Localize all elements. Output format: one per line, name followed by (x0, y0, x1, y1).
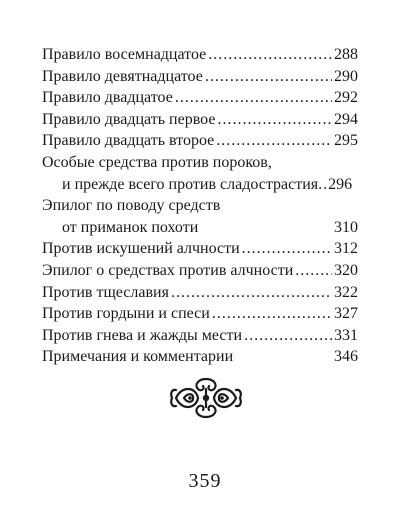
toc-entry-14 (42, 346, 358, 368)
toc-entry-5 (42, 152, 358, 174)
toc-entry-page: 346 (334, 348, 358, 366)
leader-dots (208, 44, 332, 66)
toc-entry-9 (42, 238, 358, 260)
toc-entry-page: 288 (334, 46, 358, 63)
leader-dots (212, 303, 332, 325)
toc-entry-title: Примечания и комментарии (42, 348, 234, 366)
toc-entry-title: Против тщеславия (42, 283, 169, 301)
toc-entry-1 (42, 66, 358, 88)
toc-entry-page: 296 (328, 175, 353, 193)
toc-entry-title: Против искушений алчности (42, 240, 240, 258)
toc-entry-page: 294 (334, 110, 358, 128)
toc-entry-2 (42, 87, 358, 109)
toc-entry-page: 312 (334, 240, 358, 258)
toc-entry-page: 320 (334, 261, 358, 279)
toc-entry-page: 322 (334, 283, 358, 301)
leader-dots (244, 325, 332, 347)
toc-entry-0 (42, 44, 358, 66)
toc-entry-3 (42, 109, 358, 131)
toc-entry-10 (42, 260, 358, 282)
leader-dots (242, 238, 332, 260)
leader-dots (217, 109, 332, 131)
toc-entry-page: 327 (334, 305, 358, 323)
toc-entry-7 (42, 195, 358, 217)
leader-dots (205, 66, 332, 88)
toc-entry-title: от приманок похоти (62, 218, 199, 236)
toc-entry-11 (42, 282, 358, 304)
toc-entry-title: Правило восемнадцатое (42, 46, 207, 63)
toc-entry-title: Эпилог по поводу средств (42, 197, 221, 215)
toc-entry-page: 290 (334, 67, 358, 85)
toc-entry-title: Правило двадцать первое (42, 110, 216, 128)
toc-entry-12 (42, 303, 358, 325)
toc-entry-8 (42, 217, 358, 239)
table-of-contents (42, 44, 358, 368)
leader-dots (171, 282, 332, 304)
leader-dots (175, 87, 332, 109)
toc-entry-page: 310 (334, 218, 358, 236)
toc-entry-13 (42, 325, 358, 347)
toc-entry-title: и прежде всего против сладострастия. (62, 175, 323, 193)
leader-space (323, 174, 327, 196)
toc-entry-4 (42, 130, 358, 152)
toc-entry-6 (42, 174, 358, 196)
toc-entry-title: Против гнева и жажды мести (42, 326, 243, 344)
toc-entry-title: Против гордыни и спеси (42, 305, 210, 323)
floral-ornament-icon (168, 373, 244, 423)
toc-entry-title: Особые средства против пороков, (42, 153, 272, 171)
toc-entry-title: Эпилог о средствах против алчности (42, 261, 294, 279)
toc-entry-page: 331 (334, 326, 358, 344)
toc-entry-title: Правило двадцать второе (42, 132, 215, 150)
toc-entry-title: Правило девятнадцатое (42, 67, 203, 85)
page-number: 359 (188, 470, 222, 492)
toc-entry-title: Правило двадцатое (42, 89, 173, 107)
leader-dots (295, 260, 332, 282)
leader-dots (216, 130, 332, 152)
toc-entry-page: 292 (334, 89, 358, 107)
toc-entry-page: 295 (334, 132, 358, 150)
